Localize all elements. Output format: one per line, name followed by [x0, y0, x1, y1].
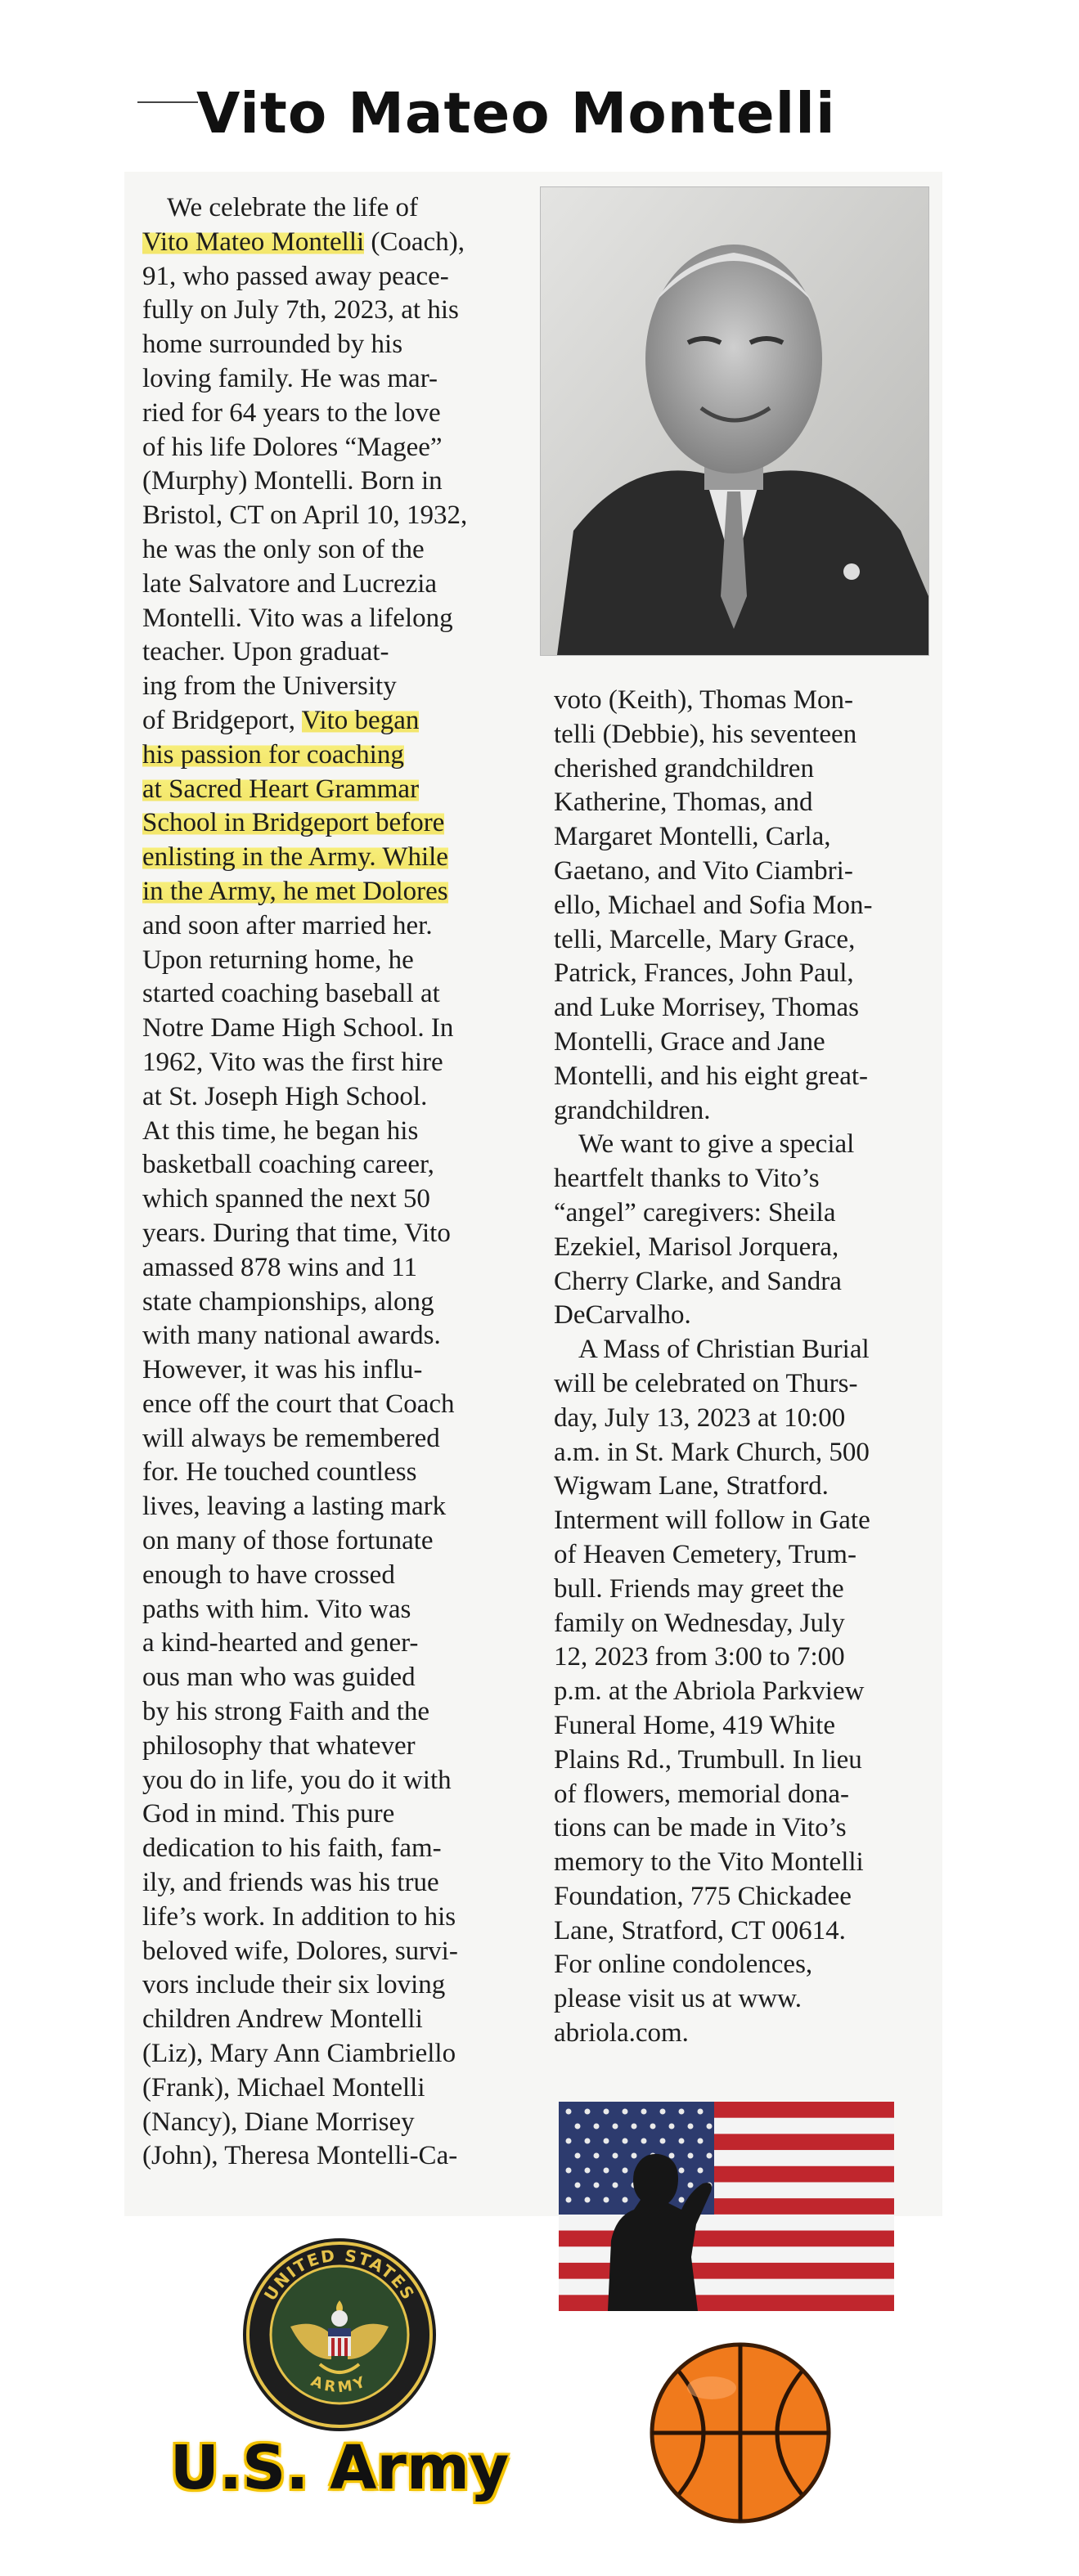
- text-line: [142, 1422, 467, 1456]
- text-segment: Montelli, Grace and Jane: [554, 1026, 825, 1057]
- text-line: [554, 991, 873, 1025]
- text-line: [142, 2071, 467, 2106]
- text-segment: Cherry Clarke, and Sandra: [554, 1266, 842, 1296]
- text-line: [554, 1778, 873, 1812]
- text-line: [554, 855, 873, 889]
- text-line: [554, 718, 873, 752]
- text-line: [142, 191, 467, 226]
- text-line: [142, 1319, 467, 1353]
- text-line: [142, 1593, 467, 1627]
- text-line: [554, 1402, 873, 1436]
- text-segment: amassed 878 wins and 11: [142, 1252, 418, 1282]
- text-segment: home surrounded by his: [142, 330, 403, 360]
- text-line: [142, 1661, 467, 1695]
- text-segment: abriola.com.: [554, 2018, 689, 2049]
- text-line: [142, 1251, 467, 1286]
- text-line: [554, 752, 873, 787]
- text-segment: fully on July 7th, 2023, at his: [142, 295, 459, 325]
- portrait-photo: [540, 186, 929, 656]
- text-line: [142, 1695, 467, 1730]
- text-line: [554, 1504, 873, 1538]
- text-segment: Patrick, Frances, John Paul,: [554, 958, 854, 989]
- text-line: [142, 1968, 467, 2003]
- text-segment: Bristol, CT on April 10, 1932,: [142, 500, 468, 531]
- text-line: [142, 773, 467, 807]
- text-segment: will always be remembered: [142, 1423, 440, 1453]
- flag-star: [566, 2109, 572, 2115]
- text-line: [142, 635, 467, 670]
- text-segment: heartfelt thanks to Vito’s: [554, 1164, 820, 1194]
- text-line: [554, 1333, 873, 1367]
- text-line: [554, 1914, 873, 1949]
- text-segment: voto (Keith), Thomas Mon-: [554, 685, 854, 715]
- flag-star: [698, 2138, 704, 2144]
- text-line: [554, 1265, 873, 1299]
- text-segment: of Bridgeport,: [142, 705, 302, 735]
- text-segment: paths with him. Vito was: [142, 1594, 411, 1624]
- flag-star: [575, 2153, 581, 2159]
- text-segment: of his life Dolores “Magee”: [142, 432, 443, 462]
- text-line: [142, 909, 467, 944]
- flag-star: [660, 2109, 666, 2115]
- flag-star: [688, 2183, 694, 2188]
- text-segment: ily, and friends was his true: [142, 1868, 439, 1898]
- flag-star: [585, 2168, 591, 2174]
- flag-star: [679, 2197, 685, 2203]
- text-segment: For online condolences,: [554, 1950, 813, 1980]
- text-segment: memory to the Vito Montelli: [554, 1847, 864, 1878]
- text-segment: “angel” caregivers: Sheila: [554, 1197, 836, 1227]
- text-segment: state championships, along: [142, 1286, 434, 1317]
- text-line: [554, 1607, 873, 1641]
- flag-star: [566, 2138, 572, 2144]
- flag-star: [698, 2168, 704, 2174]
- seal-bottom-text: ARMY: [308, 2372, 371, 2397]
- text-line: [142, 1866, 467, 1901]
- text-segment: ing from the University: [142, 671, 397, 702]
- text-line: [554, 1196, 873, 1231]
- text-segment: at St. Joseph High School.: [142, 1081, 428, 1111]
- text-line: [142, 2106, 467, 2140]
- text-segment: lives, leaving a lasting mark: [142, 1492, 447, 1522]
- text-segment: which spanned the next 50: [142, 1184, 430, 1214]
- text-segment: ried for 64 years to the love: [142, 397, 441, 428]
- text-segment: you do in life, you do it with: [142, 1765, 452, 1795]
- text-line: [142, 533, 467, 568]
- text-line: [142, 1935, 467, 1969]
- text-line: [142, 841, 467, 875]
- flag-star: [707, 2124, 713, 2129]
- text-line: [142, 670, 467, 704]
- text-line: [554, 1811, 873, 1846]
- text-line: [554, 1538, 873, 1573]
- flag-star: [613, 2183, 618, 2188]
- highlighted-text: Vito began: [301, 705, 420, 735]
- text-segment: (John), Theresa Montelli-Ca-: [142, 2141, 458, 2171]
- text-line: [554, 786, 873, 820]
- text-line: [554, 684, 873, 718]
- text-line: [554, 923, 873, 958]
- flag-star: [698, 2109, 704, 2115]
- text-segment: bull. Friends may greet the: [554, 1573, 844, 1604]
- flag-star: [679, 2168, 685, 2174]
- flag-star: [650, 2124, 656, 2129]
- text-line: [142, 1183, 467, 1217]
- text-segment: basketball coaching career,: [142, 1150, 434, 1180]
- flag-star: [641, 2138, 647, 2144]
- text-segment: 12, 2023 from 3:00 to 7:00: [554, 1642, 845, 1672]
- text-segment: We celebrate the life of: [167, 193, 418, 222]
- text-segment: children Andrew Montelli: [142, 2004, 423, 2035]
- flag-stripe: [559, 2231, 894, 2247]
- text-segment: for. He touched countless: [142, 1457, 417, 1488]
- text-segment: vors include their six loving: [142, 1970, 446, 2000]
- flag-star: [632, 2124, 637, 2129]
- text-line: [142, 1148, 467, 1183]
- highlighted-text: School in Bridgeport before: [142, 808, 445, 838]
- highlighted-text: Vito Mateo Montelli: [142, 227, 365, 257]
- text-line: [142, 1353, 467, 1388]
- army-label: U.S. Army: [169, 2433, 510, 2503]
- text-segment: with many national awards.: [142, 1321, 441, 1351]
- text-segment: Upon returning home, he: [142, 945, 414, 975]
- text-line: [142, 464, 467, 499]
- text-segment: and Luke Morrisey, Thomas: [554, 993, 860, 1023]
- text-segment: cherished grandchildren: [554, 753, 814, 783]
- text-segment: started coaching baseball at: [142, 979, 440, 1009]
- text-segment: tions can be made in Vito’s: [554, 1813, 847, 1843]
- text-line: [554, 1094, 873, 1129]
- flag-star: [575, 2124, 581, 2129]
- text-segment: Margaret Montelli, Carla,: [554, 822, 831, 852]
- text-line: [554, 1299, 873, 1333]
- text-line: [142, 499, 467, 533]
- text-segment: philosophy that whatever: [142, 1730, 416, 1761]
- flag-star: [575, 2183, 581, 2188]
- text-line: [142, 431, 467, 465]
- text-line: [142, 1832, 467, 1866]
- text-segment: family on Wednesday, July: [554, 1608, 845, 1638]
- highlighted-text: enlisting in the Army. While: [142, 842, 448, 873]
- text-line: [142, 1012, 467, 1046]
- text-line: [142, 362, 467, 397]
- text-line: [142, 1080, 467, 1115]
- flag-star: [660, 2138, 666, 2144]
- text-line: [142, 704, 467, 738]
- flag-star: [585, 2138, 591, 2144]
- text-segment: please visit us at www.: [554, 1984, 803, 2014]
- text-line: [554, 1880, 873, 1914]
- text-segment: Lane, Stratford, CT 00614.: [554, 1915, 846, 1945]
- flag-star: [604, 2168, 609, 2174]
- text-segment: p.m. at the Abriola Parkview: [554, 1676, 865, 1707]
- text-line: [554, 1744, 873, 1778]
- text-line: [142, 1456, 467, 1490]
- obituary-title: Vito Mateo Montelli: [196, 81, 836, 146]
- text-line: [142, 1388, 467, 1422]
- text-segment: on many of those fortunate: [142, 1526, 434, 1556]
- flag-star: [623, 2168, 628, 2174]
- flag-star: [669, 2124, 675, 2129]
- flag-star: [623, 2109, 628, 2115]
- flag-star: [688, 2153, 694, 2159]
- text-segment: (Liz), Mary Ann Ciambriello: [142, 2039, 456, 2069]
- flag-star: [632, 2153, 637, 2159]
- text-line: [142, 1286, 467, 1320]
- text-line: [142, 1115, 467, 1149]
- flag-star: [566, 2168, 572, 2174]
- flag-star: [566, 2197, 572, 2203]
- text-segment: of Heaven Cemetery, Trum-: [554, 1539, 856, 1569]
- text-line: [554, 2017, 873, 2051]
- text-segment: ello, Michael and Sofia Mon-: [554, 890, 873, 920]
- text-line: [142, 1046, 467, 1080]
- text-line: [142, 2139, 467, 2174]
- flag-star: [679, 2138, 685, 2144]
- text-segment: telli (Debbie), his seventeen: [554, 719, 857, 749]
- flag-star: [594, 2124, 600, 2129]
- text-line: [554, 1060, 873, 1094]
- text-line: [554, 1231, 873, 1265]
- text-segment: (Coach),: [364, 227, 465, 257]
- text-segment: grandchildren.: [554, 1095, 711, 1125]
- text-line: [554, 1982, 873, 2017]
- text-line: [142, 806, 467, 841]
- text-segment: We want to give a special: [578, 1129, 855, 1160]
- text-line: [142, 875, 467, 909]
- text-segment: Montelli. Vito was a lifelong: [142, 603, 453, 633]
- text-segment: God in mind. This pure: [142, 1799, 395, 1829]
- text-segment: Gaetano, and Vito Ciambri-: [554, 855, 853, 886]
- flag-star: [669, 2153, 675, 2159]
- flag-star: [594, 2183, 600, 2188]
- basketball-icon: [646, 2339, 834, 2527]
- text-segment: late Salvatore and Lucrezia: [142, 568, 438, 599]
- text-line: [142, 738, 467, 773]
- flag-star: [679, 2109, 685, 2115]
- text-line: [142, 1559, 467, 1593]
- text-segment: he was the only son of the: [142, 534, 425, 564]
- text-line: [554, 1470, 873, 1504]
- flag-star: [585, 2109, 591, 2115]
- text-segment: (Nancy), Diane Morrisey: [142, 2107, 415, 2137]
- text-line: [554, 1948, 873, 1982]
- text-line: [142, 977, 467, 1012]
- text-segment: teacher. Upon graduat-: [142, 637, 389, 667]
- obituary-column-left: [142, 191, 467, 2174]
- text-segment: telli, Marcelle, Mary Grace,: [554, 924, 856, 954]
- text-line: [142, 1730, 467, 1764]
- highlighted-text: at Sacred Heart Grammar: [142, 774, 420, 804]
- flag-star: [707, 2153, 713, 2159]
- flag-star: [623, 2197, 628, 2203]
- text-segment: Notre Dame High School. In: [142, 1013, 454, 1043]
- text-line: [142, 226, 467, 260]
- obituary-column-right: [554, 684, 873, 2051]
- text-line: [142, 1797, 467, 1832]
- text-segment: DeCarvalho.: [554, 1300, 691, 1331]
- text-line: [142, 328, 467, 362]
- highlighted-text: in the Army, he met Dolores: [142, 876, 448, 906]
- flag-star: [623, 2138, 628, 2144]
- text-segment: a.m. in St. Mark Church, 500: [554, 1437, 870, 1467]
- text-segment: of flowers, memorial dona-: [554, 1779, 850, 1809]
- text-segment: Plains Rd., Trumbull. In lieu: [554, 1744, 862, 1775]
- text-line: [554, 957, 873, 991]
- text-segment: years. During that time, Vito: [142, 1218, 451, 1248]
- text-segment: Ezekiel, Marisol Jorquera,: [554, 1232, 839, 1262]
- flag-star: [604, 2197, 609, 2203]
- flag-star: [585, 2197, 591, 2203]
- text-segment: loving family. He was mar-: [142, 363, 438, 393]
- text-segment: ous man who was guided: [142, 1663, 416, 1693]
- flag-star: [613, 2124, 618, 2129]
- text-line: [142, 1627, 467, 1661]
- us-army-seal: [241, 2237, 438, 2433]
- flag-star: [641, 2109, 647, 2115]
- text-line: [554, 820, 873, 855]
- text-line: [554, 1128, 873, 1162]
- text-line: [142, 1490, 467, 1524]
- text-segment: (Murphy) Montelli. Born in: [142, 466, 443, 496]
- text-segment: However, it was his influ-: [142, 1355, 423, 1385]
- text-line: [554, 1573, 873, 1607]
- text-segment: 91, who passed away peace-: [142, 261, 449, 291]
- text-segment: 1962, Vito was the first hire: [142, 1047, 443, 1077]
- text-segment: and soon after married her.: [142, 910, 433, 940]
- text-line: [142, 1901, 467, 1935]
- text-segment: A Mass of Christian Burial: [578, 1335, 870, 1365]
- title-rule: [137, 101, 198, 103]
- text-line: [142, 568, 467, 602]
- text-line: [554, 1675, 873, 1709]
- flag-star: [613, 2153, 618, 2159]
- text-segment: will be celebrated on Thurs-: [554, 1368, 858, 1398]
- seal-top-text: UNITED STATES: [259, 2245, 420, 2304]
- text-line: [554, 889, 873, 923]
- text-segment: dedication to his faith, fam-: [142, 1833, 442, 1864]
- text-segment: (Frank), Michael Montelli: [142, 2072, 425, 2103]
- flag-star: [604, 2138, 609, 2144]
- text-segment: day, July 13, 2023 at 10:00: [554, 1402, 846, 1433]
- text-segment: Montelli, and his eight great-: [554, 1061, 868, 1091]
- text-segment: Foundation, 775 Chickadee: [554, 1881, 852, 1911]
- text-line: [142, 2003, 467, 2037]
- text-line: [554, 1162, 873, 1196]
- flag-star: [604, 2109, 609, 2115]
- flag-stripe: [559, 2263, 894, 2279]
- text-line: [142, 260, 467, 294]
- text-segment: life’s work. In addition to his: [142, 1901, 456, 1932]
- text-line: [142, 2037, 467, 2071]
- text-line: [554, 1025, 873, 1060]
- text-segment: by his strong Faith and the: [142, 1697, 430, 1727]
- text-line: [142, 1217, 467, 1251]
- text-segment: enough to have crossed: [142, 1560, 395, 1590]
- text-line: [142, 602, 467, 636]
- text-line: [554, 1436, 873, 1470]
- text-line: [142, 397, 467, 431]
- salute-flag-image: [559, 2102, 894, 2311]
- flag-star: [688, 2124, 694, 2129]
- text-line: [142, 1524, 467, 1559]
- text-segment: At this time, he began his: [142, 1115, 419, 1146]
- text-segment: beloved wife, Dolores, survi-: [142, 1936, 458, 1966]
- text-segment: Katherine, Thomas, and: [554, 788, 813, 818]
- text-segment: Wigwam Lane, Stratford.: [554, 1471, 829, 1501]
- text-line: [142, 1764, 467, 1798]
- text-line: [142, 294, 467, 328]
- text-segment: Funeral Home, 419 White: [554, 1710, 835, 1740]
- text-line: [554, 1367, 873, 1402]
- text-line: [554, 1709, 873, 1744]
- flag-star: [594, 2153, 600, 2159]
- text-line: [142, 944, 467, 978]
- text-segment: Interment will follow in Gate: [554, 1506, 870, 1536]
- text-segment: a kind-hearted and gener-: [142, 1628, 419, 1658]
- text-line: [554, 1640, 873, 1675]
- highlighted-text: his passion for coaching: [142, 739, 404, 770]
- text-segment: ence off the court that Coach: [142, 1389, 455, 1419]
- text-line: [554, 1846, 873, 1880]
